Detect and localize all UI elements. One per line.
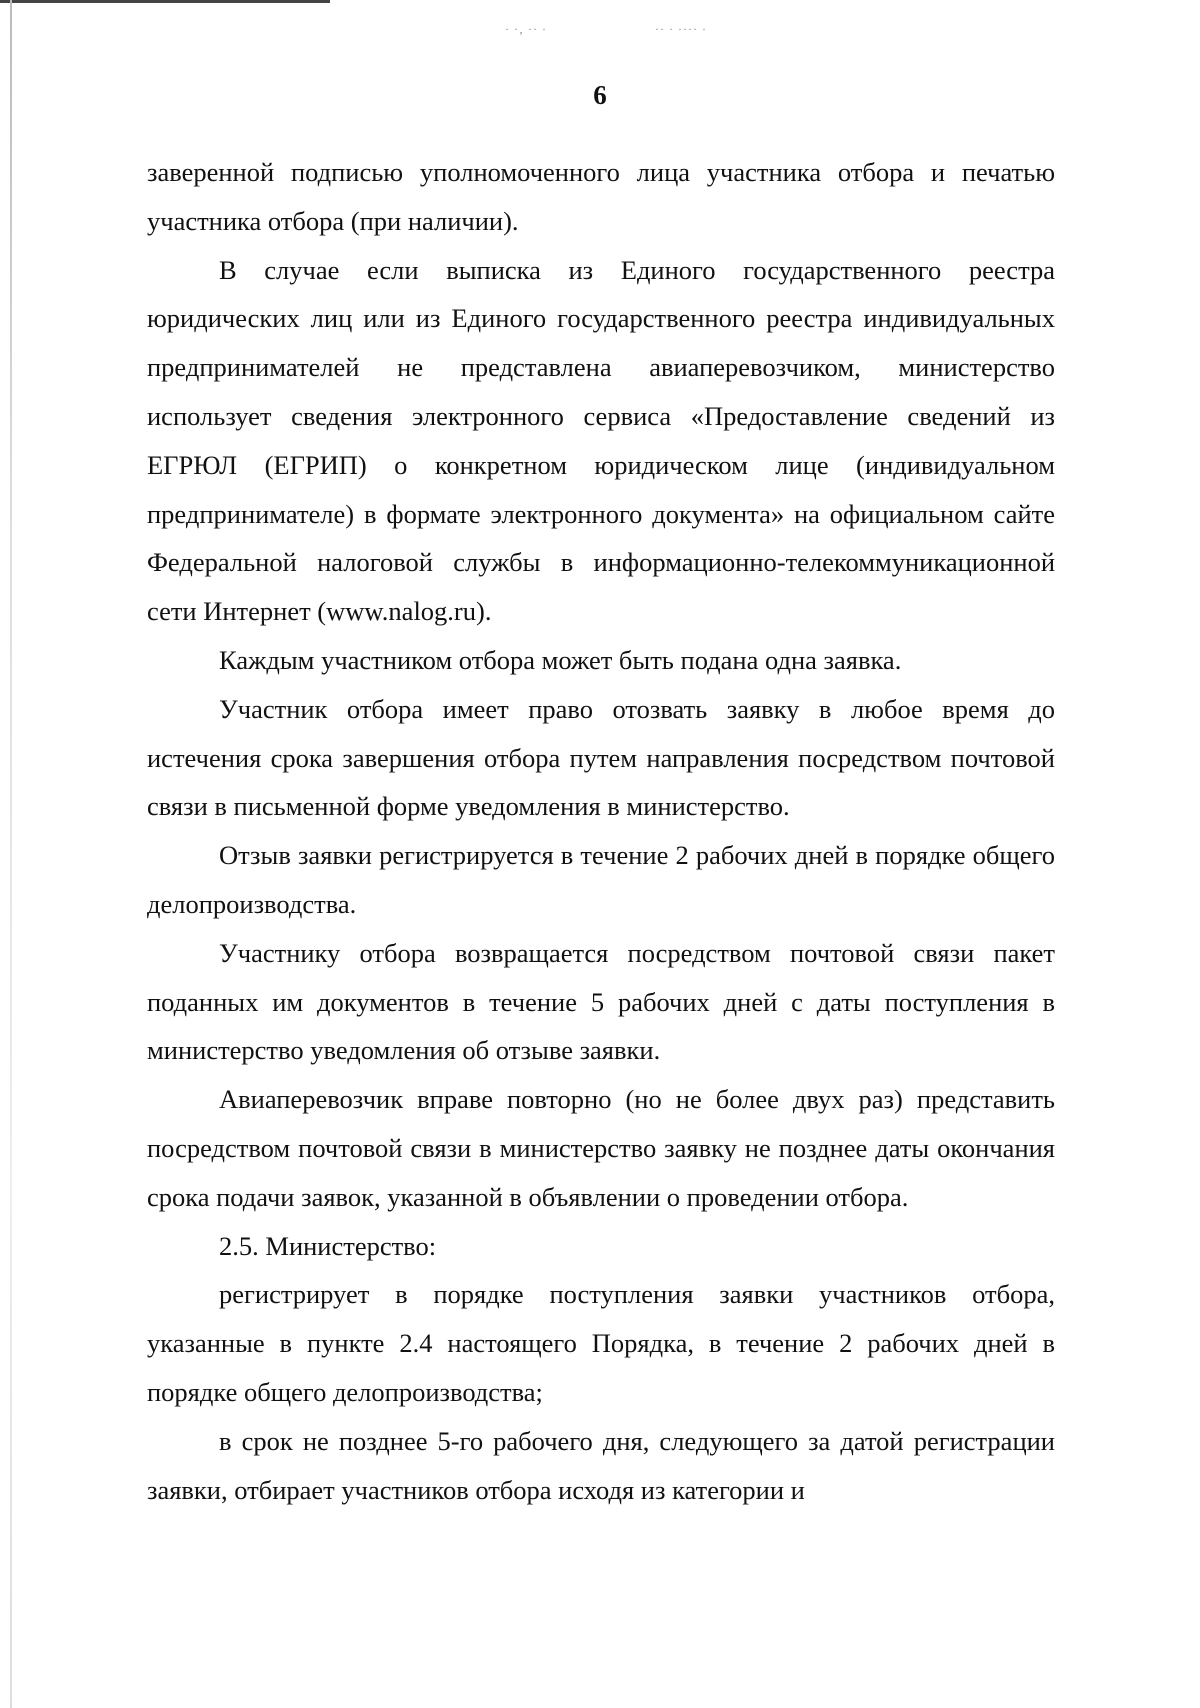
document-body	[147, 148, 1055, 1514]
paragraph: регистрирует в порядке поступления заявки участников отбора, указанные в пункте 2.4 настоящего Порядка, в течение 2 рабочих дней в порядке общего делопроизводства;	[147, 1279, 1055, 1407]
scan-border-line	[0, 0, 330, 3]
paragraph: Отзыв заявки регистрируется в течение 2 рабочих дней в порядке общего делопроизводства.	[147, 840, 1055, 919]
paragraph: Авиаперевозчик вправе повторно (но не более двух раз) представить посредством почтовой связи в министерство заявку не позднее даты окончания срока подачи заявок, указанной в объявлении о проведении отбора.	[147, 1084, 1055, 1212]
paragraph: В случае если выписка из Единого государственного реестра юридических лиц или из Единого государственного реестра индивидуальных предпринимателей не представлена авиаперевозчиком, министерство использует сведения электронного сервиса «Предоставление сведений из ЕГРЮЛ (ЕГРИП) о конкретном юридическом лице (индивидуальном предпринимателе) в формате электронного документа» на официальном сайте Федеральной налоговой службы в информационно-телекоммуникационной сети Интернет (www.nalog.ru).	[147, 254, 1055, 627]
section-heading: 2.5. Министерство:	[219, 1230, 437, 1261]
paragraph: Участнику отбора возвращается посредством почтовой связи пакет поданных им документов в течение 5 рабочих дней с даты поступления в министерство уведомления об отзыве заявки.	[147, 937, 1055, 1066]
paragraph: в срок не позднее 5-го рабочего дня, следующего за датой регистрации заявки, отбирает участников отбора исходя из категории и	[147, 1425, 1055, 1505]
scan-left-edge	[10, 0, 12, 1708]
scan-noise: ·· · ···· ·	[655, 22, 707, 36]
page-number: 6	[593, 80, 607, 110]
paragraph: Каждым участником отбора может быть подана одна заявка.	[219, 644, 902, 675]
paragraph: Участник отбора имеет право отозвать заявку в любое время до истечения срока завершения отбора путем направления посредством почтовой связи в письменной форме уведомления в министерство.	[147, 693, 1055, 822]
paragraph: заверенной подписью уполномоченного лица участника отбора и печатью участника отбора (при наличии).	[147, 157, 1055, 236]
scan-noise: · ·‚ ·· ·	[505, 22, 547, 36]
